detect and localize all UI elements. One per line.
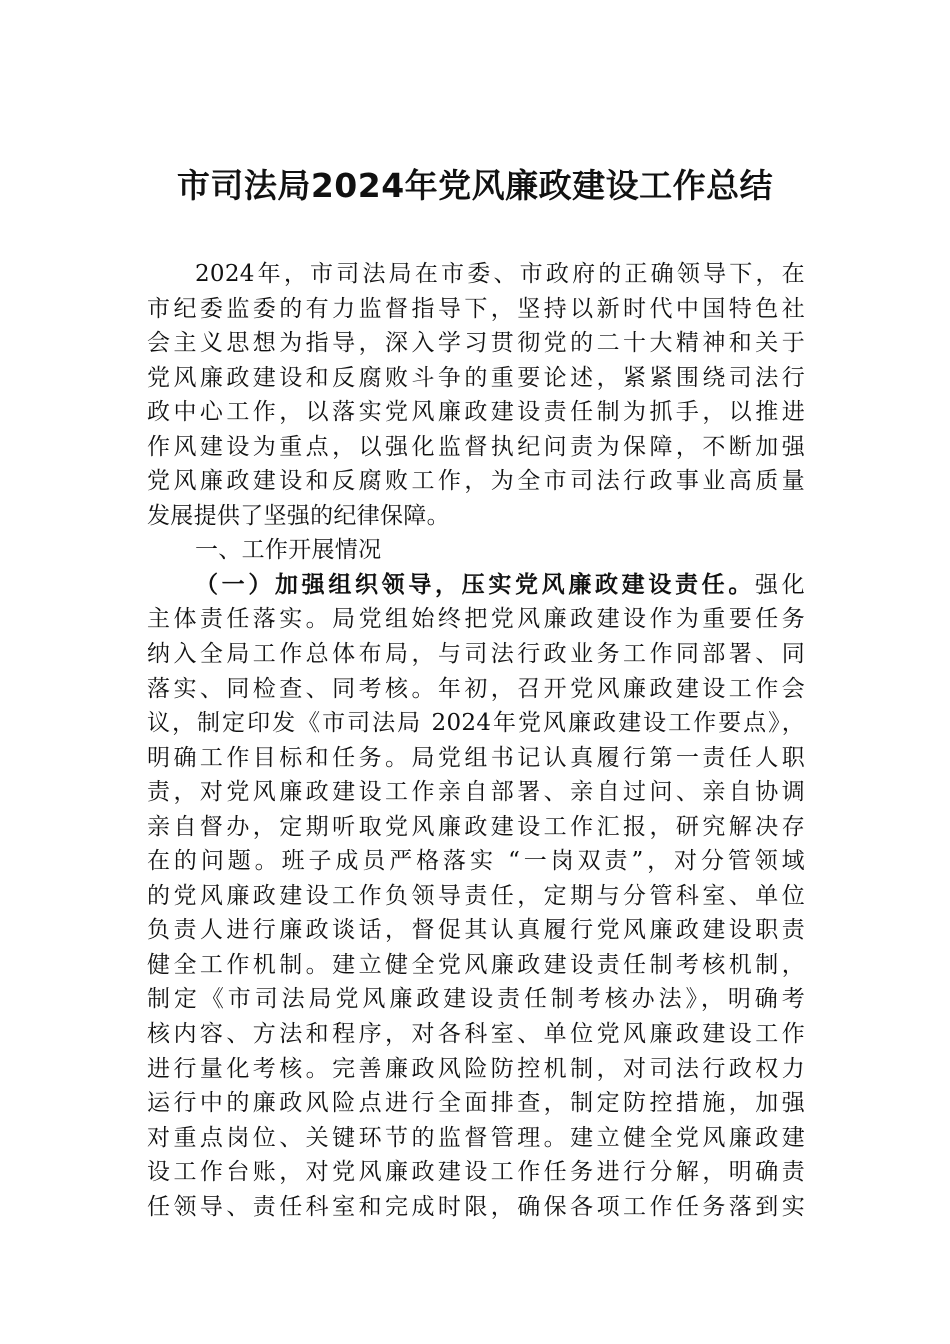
paragraph-line: 对重点岗位、关键环节的监督管理。建立健全党风廉政建 (147, 1124, 805, 1151)
document-body (147, 257, 805, 1224)
paragraph-line: 运行中的廉政风险点进行全面排查，制定防控措施，加强 (147, 1090, 805, 1117)
intro-line: 作风建设为重点，以强化监督执纪问责为保障，不断加强 (147, 433, 805, 460)
paragraph-line: 设工作台账，对党风廉政建设工作任务进行分解，明确责 (147, 1159, 805, 1186)
paragraph-line: 的党风廉政建设工作负领导责任，定期与分管科室、单位 (147, 882, 805, 909)
intro-line: 政中心工作，以落实党风廉政建设责任制为抓手，以推进 (147, 399, 805, 426)
document-title: 市司法局2024年党风廉政建设工作总结 (176, 166, 774, 205)
intro-line: 会主义思想为指导，深入学习贯彻党的二十大精神和关于 (147, 330, 805, 357)
paragraph-line: 明确工作目标和任务。局党组书记认真履行第一责任人职 (147, 744, 805, 771)
paragraph-line: 任领导、责任科室和完成时限，确保各项工作任务落到实 (147, 1193, 805, 1220)
paragraph-line: 进行量化考核。完善廉政风险防控机制，对司法行政权力 (147, 1055, 805, 1082)
paragraph-line: 核内容、方法和程序，对各科室、单位党风廉政建设工作 (147, 1021, 805, 1048)
paragraph-line: 议，制定印发《市司法局 2024年党风廉政建设工作要点》， (147, 710, 805, 737)
intro-line: 党风廉政建设和反腐败工作，为全市司法行政事业高质量 (147, 468, 805, 495)
paragraph-line: 健全工作机制。建立健全党风廉政建设责任制考核机制， (147, 951, 805, 978)
subsection-lead-rest: 强化 (755, 571, 805, 598)
subsection-lead-line (147, 568, 805, 603)
intro-line: 市纪委监委的有力监督指导下，坚持以新时代中国特色社 (147, 295, 805, 322)
subsection-heading: （一）加强组织领导，压实党风廉政建设责任。 (195, 570, 756, 598)
paragraph-line: 负责人进行廉政谈话，督促其认真履行党风廉政建设职责 (147, 917, 805, 944)
section-heading: 一、工作开展情况 (195, 537, 382, 564)
paragraph-line: 落实、同检查、同考核。年初，召开党风廉政建设工作会 (147, 675, 805, 702)
paragraph-line: 主体责任落实。局党组始终把党风廉政建设作为重要任务 (147, 606, 805, 633)
paragraph-line: 责，对党风廉政建设工作亲自部署、亲自过问、亲自协调 (147, 779, 805, 806)
intro-line: 发展提供了坚强的纪律保障。 (147, 502, 450, 529)
paragraph-line: 亲自督办，定期听取党风廉政建设工作汇报，研究解决存 (147, 813, 805, 840)
intro-line: 党风廉政建设和反腐败斗争的重要论述，紧紧围绕司法行 (147, 364, 805, 391)
paragraph-line: 制定《市司法局党风廉政建设责任制考核办法》，明确考 (147, 986, 805, 1013)
paragraph-line: 在的问题。班子成员严格落实 “一岗双责”，对分管领域 (147, 848, 805, 875)
intro-line: 2024年，市司法局在市委、市政府的正确领导下，在 (195, 261, 805, 287)
paragraph-line: 纳入全局工作总体布局，与司法行政业务工作同部署、同 (147, 641, 805, 668)
